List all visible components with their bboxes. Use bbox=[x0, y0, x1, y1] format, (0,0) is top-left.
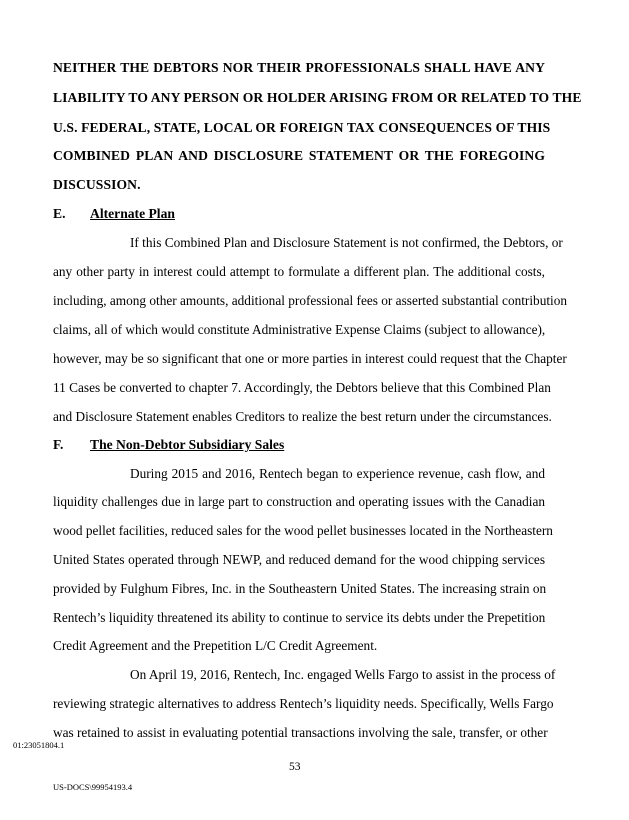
body-line: and Disclosure Statement enables Creditors to realize the best return under the circumstances. bbox=[53, 409, 552, 424]
footer-doc-id: US-DOCS\99954193.4 bbox=[53, 782, 133, 792]
section-letter: E. bbox=[53, 206, 66, 221]
disclaimer-line: NEITHER THE DEBTORS NOR THEIR PROFESSIONALS SHALL HAVE ANY bbox=[53, 60, 545, 75]
footer-file-id: 01:23051804.1 bbox=[13, 740, 65, 750]
section-f-heading bbox=[53, 438, 284, 452]
body-line: United States operated through NEWP, and reduced demand for the wood chipping services bbox=[53, 552, 545, 567]
disclaimer-line: COMBINED PLAN AND DISCLOSURE STATEMENT OR THE FOREGOING bbox=[53, 148, 545, 163]
body-line: During 2015 and 2016, Rentech began to experience revenue, cash flow, and bbox=[130, 466, 545, 481]
body-line: If this Combined Plan and Disclosure Statement is not confirmed, the Debtors, or bbox=[130, 235, 563, 250]
body-line: however, may be so significant that one or more parties in interest could request that the Chapter bbox=[53, 351, 567, 366]
body-line: provided by Fulghum Fibres, Inc. in the Southeastern United States. The increasing strain on bbox=[53, 581, 547, 596]
disclaimer-line: LIABILITY TO ANY PERSON OR HOLDER ARISING FROM OR RELATED TO THE bbox=[53, 90, 582, 105]
body-line: wood pellet facilities, reduced sales for the wood pellet businesses located in the Northeastern bbox=[53, 523, 553, 538]
body-line: liquidity challenges due in large part to construction and operating issues with the Canadian bbox=[53, 494, 545, 509]
disclaimer-line: DISCUSSION. bbox=[53, 177, 141, 192]
disclaimer-line: U.S. FEDERAL, STATE, LOCAL OR FOREIGN TAX CONSEQUENCES OF THIS bbox=[53, 120, 551, 135]
page-number: 53 bbox=[289, 761, 301, 773]
body-line: On April 19, 2016, Rentech, Inc. engaged Wells Fargo to assist in the process of bbox=[130, 667, 556, 682]
section-e-heading bbox=[53, 207, 175, 221]
section-title: The Non-Debtor Subsidiary Sales bbox=[90, 437, 285, 452]
body-line: Credit Agreement and the Prepetition L/C Credit Agreement. bbox=[53, 638, 378, 653]
body-line: any other party in interest could attempt to formulate a different plan. The additional costs, bbox=[53, 264, 545, 279]
body-line: including, among other amounts, additional professional fees or asserted substantial contribution bbox=[53, 293, 568, 308]
body-line: 11 Cases be converted to chapter 7. Accordingly, the Debtors believe that this Combined Plan bbox=[53, 380, 551, 395]
section-title: Alternate Plan bbox=[90, 206, 175, 221]
body-line: was retained to assist in evaluating potential transactions involving the sale, transfer, or other bbox=[53, 725, 548, 740]
body-line: Rentech’s liquidity threatened its ability to continue to service its debts under the Prepetition bbox=[53, 610, 546, 625]
section-letter: F. bbox=[53, 437, 64, 452]
body-line: claims, all of which would constitute Administrative Expense Claims (subject to allowance), bbox=[53, 322, 546, 337]
body-line: reviewing strategic alternatives to address Rentech’s liquidity needs. Specifically, Wells Fargo bbox=[53, 696, 554, 711]
